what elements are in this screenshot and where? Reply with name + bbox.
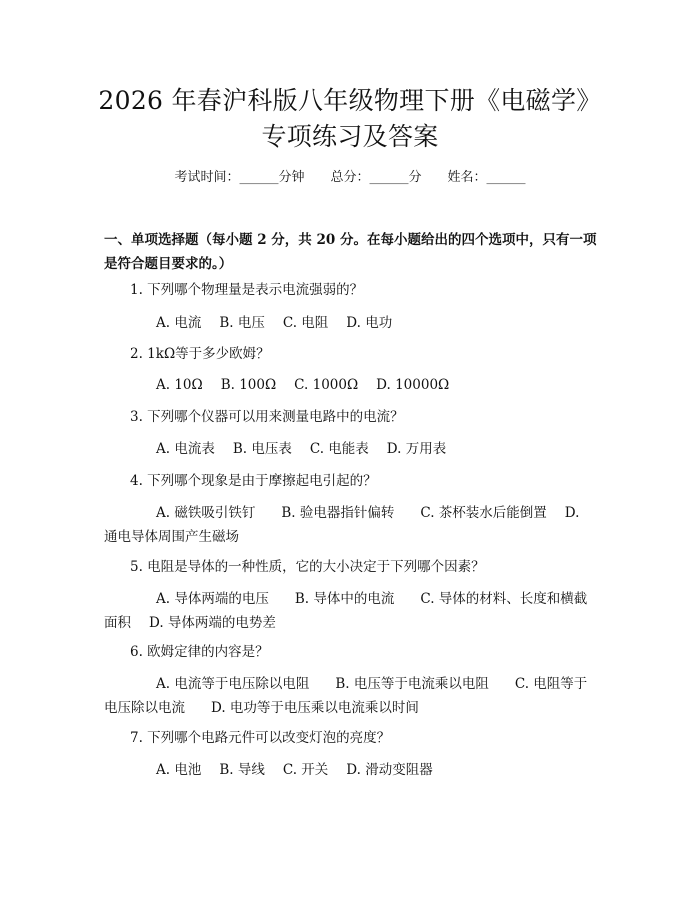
option: B. 验电器指针偏转: [281, 505, 395, 521]
question-stem: 6. 欧姆定律的内容是？: [130, 644, 269, 660]
option: C. 电阻等于电压除以电流: [104, 676, 588, 716]
question-stem: 5. 电阻是导体的一种性质，它的大小决定于下列哪个因素？: [130, 559, 485, 575]
option: D. 电功: [346, 315, 393, 331]
name-blank: ______: [486, 170, 526, 185]
option: B. 电压表: [232, 441, 292, 457]
question-options: [104, 501, 597, 549]
section-title: 一、单项选择题（每小题 2 分，共 20 分。在每小题给出的四个选项中，只有一项是符合题目要求的。）: [104, 232, 597, 272]
question-stem: 2. 1kΩ等于多少欧姆？: [130, 346, 270, 362]
option: B. 导线: [219, 762, 265, 778]
option: C. 导体的材料、长度和横截面积: [104, 591, 588, 631]
exam-time-unit: 分钟: [278, 170, 305, 185]
document-title-line2: 专项练习及答案: [261, 122, 439, 151]
option: A. 10Ω: [156, 377, 203, 393]
exam-time-blank: ______: [239, 170, 279, 185]
option: A. 电池: [156, 762, 202, 778]
question-options: [104, 672, 597, 720]
option: A. 导体两端的电压: [156, 591, 269, 607]
score-unit: 分: [408, 170, 422, 185]
option: B. 100Ω: [220, 377, 277, 393]
option: D. 电功等于电压乘以电流乘以时间: [211, 700, 419, 716]
question-options: [104, 311, 597, 335]
question-stem: 4. 下列哪个现象是由于摩擦起电引起的？: [130, 473, 377, 489]
option: B. 电压: [219, 315, 265, 331]
option: A. 电流: [156, 315, 202, 331]
question-options: [104, 437, 597, 461]
option: B. 电压等于电流乘以电阻: [335, 676, 489, 692]
question-stem: 3. 下列哪个仪器可以用来测量电路中的电流？: [130, 409, 404, 425]
option: B. 导体中的电流: [294, 591, 395, 607]
option: D. 通电导体周围产生磁场: [104, 505, 580, 545]
option: C. 电能表: [309, 441, 369, 457]
score-label: 总分：: [330, 170, 370, 185]
option: A. 磁铁吸引铁钉: [156, 505, 256, 521]
score-blank: ______: [369, 170, 409, 185]
name-label: 姓名：: [447, 170, 487, 185]
option: D. 万用表: [386, 441, 447, 457]
question-stem: 7. 下列哪个电路元件可以改变灯泡的亮度？: [130, 730, 391, 746]
question-options: [104, 373, 597, 397]
option: C. 开关: [282, 762, 329, 778]
question-stem: 1. 下列哪个物理量是表示电流强弱的？: [130, 282, 364, 298]
option: D. 滑动变阻器: [346, 762, 433, 778]
exam-info-line: [0, 169, 700, 187]
option: D. 10000Ω: [376, 377, 450, 393]
option: A. 电流等于电压除以电阻: [156, 676, 310, 692]
document-title-line1: 2026 年春沪科版八年级物理下册《电磁学》: [98, 86, 602, 115]
question-options: [104, 758, 597, 782]
exam-time-label: 考试时间：: [174, 170, 240, 185]
option: A. 电流表: [156, 441, 215, 457]
option: D. 导体两端的电势差: [149, 615, 276, 631]
option: C. 茶杯装水后能倒置: [420, 505, 547, 521]
option: C. 1000Ω: [294, 377, 359, 393]
question-options: [104, 587, 597, 635]
option: C. 电阻: [282, 315, 329, 331]
